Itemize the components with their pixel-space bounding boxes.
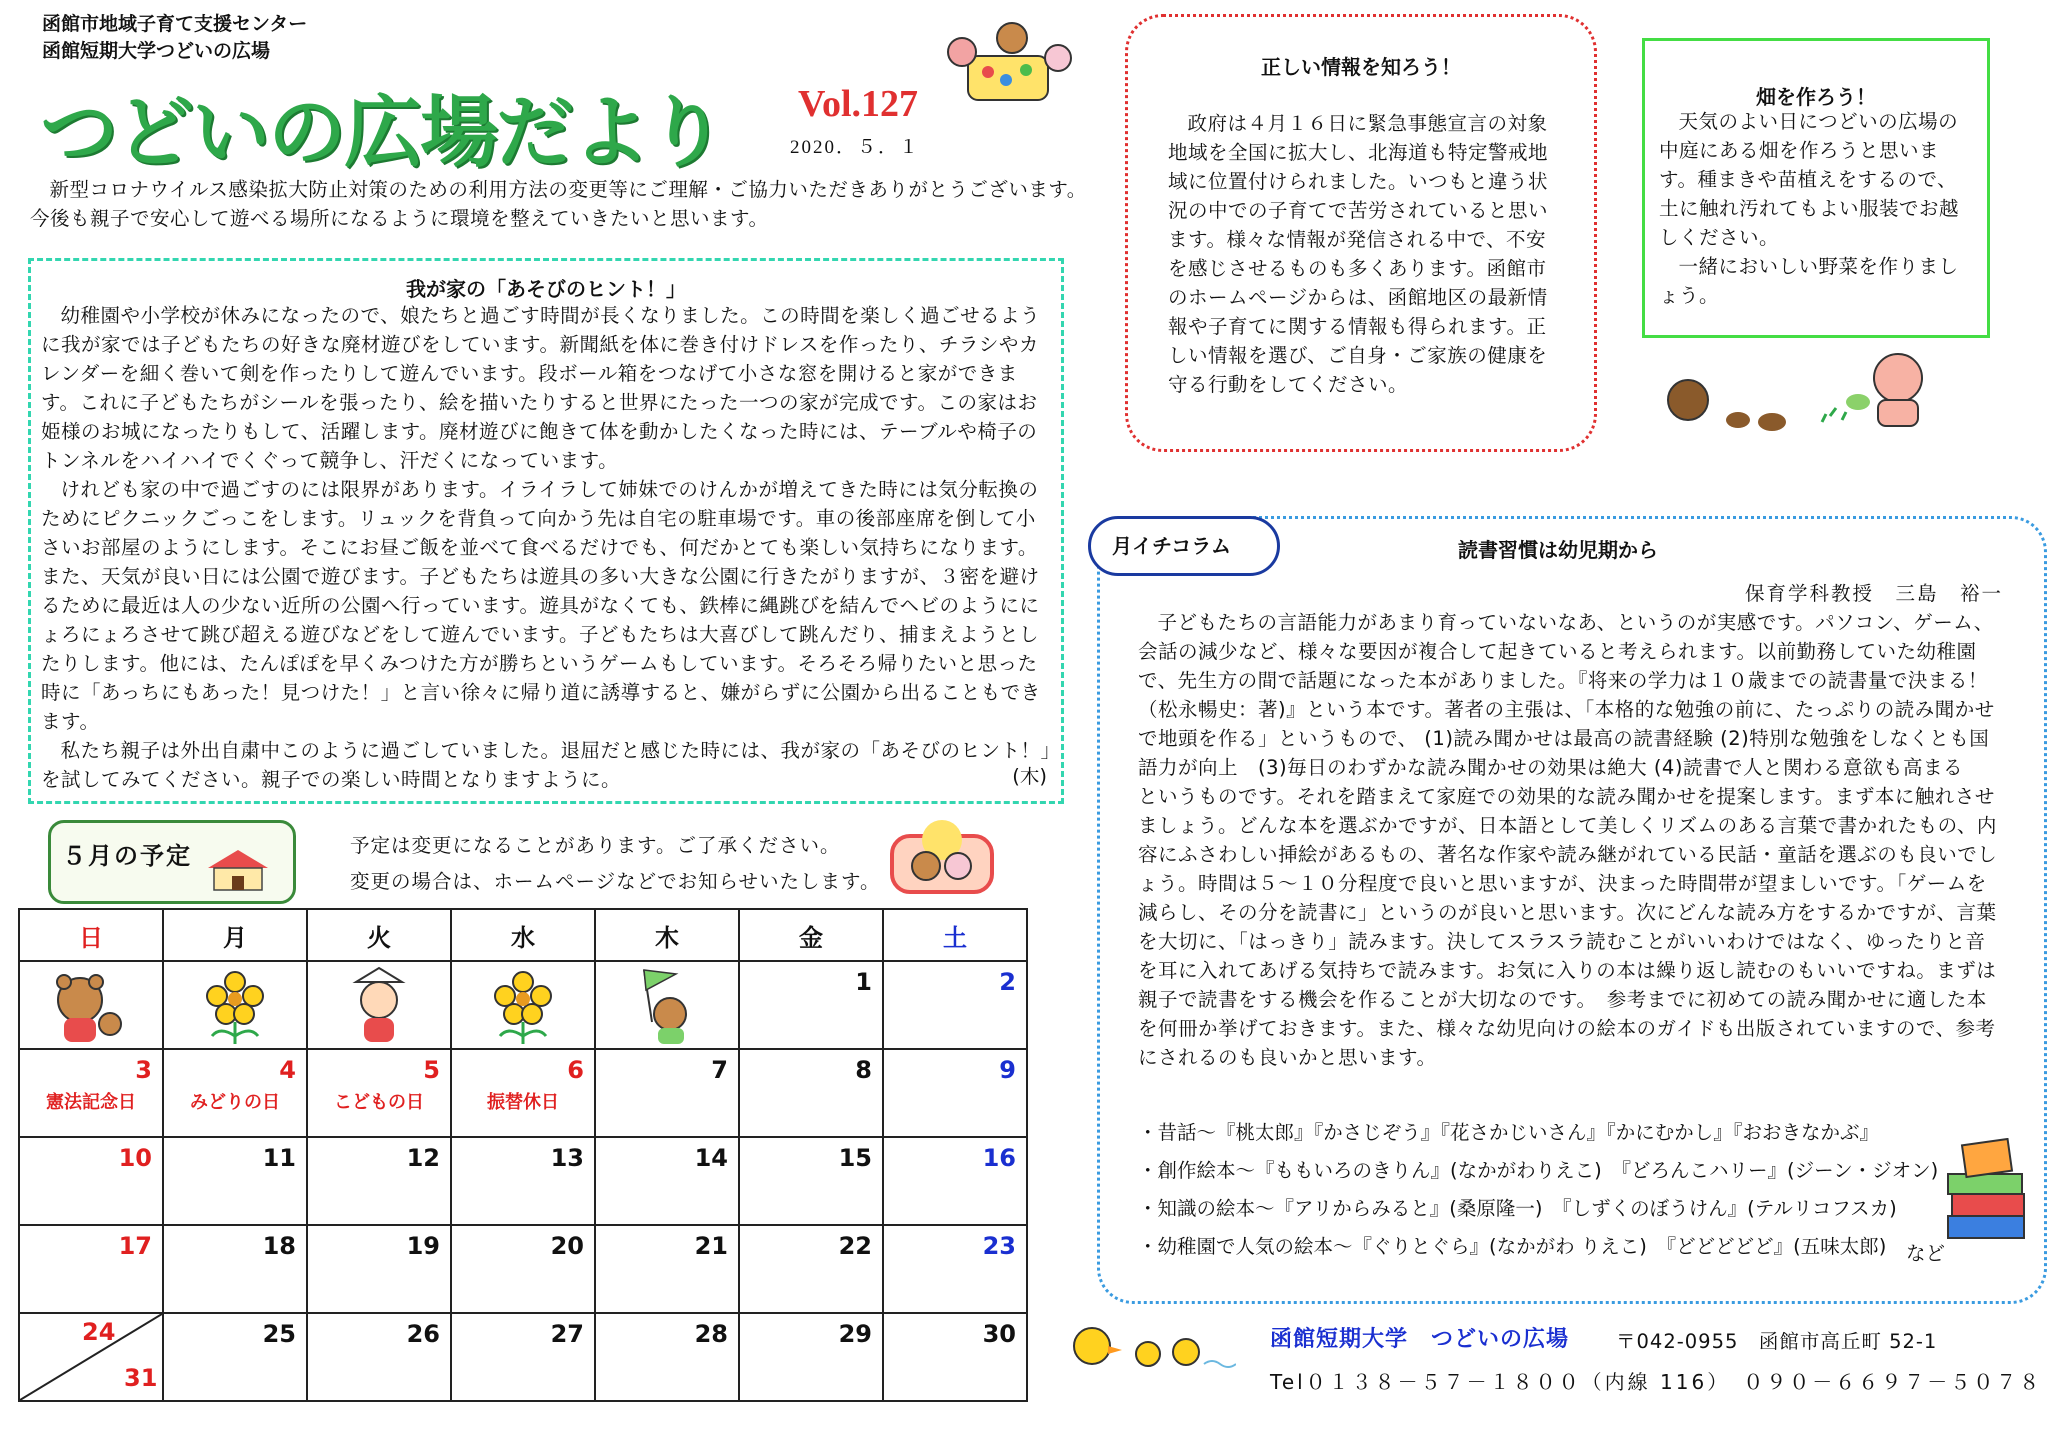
schedule-notice-2: 変更の場合は、ホームページなどでお知らせいたします。 [350, 870, 881, 893]
flower-icon [452, 962, 594, 1048]
house-icon [196, 846, 280, 894]
day-number: 24 [82, 1318, 116, 1346]
day-number: 30 [982, 1320, 1016, 1348]
holiday-label: 振替休日 [487, 1092, 559, 1113]
calendar-cell [883, 961, 1027, 1049]
day-number: 2 [999, 968, 1016, 996]
farm-title: 畑を作ろう！ [1756, 85, 1876, 109]
calendar-cell [19, 1225, 163, 1313]
day-number: 19 [406, 1232, 440, 1260]
info-body: 政府は４月１６日に緊急事態宣言の対象地域を全国に拡大し、北海道も特定警戒地域に位置付けられました。いつもと違う状況の中での子育てで苦労されていると思います。様々な情報が発信される中で、不安を感じさせるものも多くあります。函館市のホームページからは、函館地区の最新情報や子育てに関する情報も得られます。正しい情報を選び、ご自身・ご家族の健康を守る行動をしてください。 [1168, 112, 1549, 396]
play-hints-body: 幼稚園や小学校が休みになったので、娘たちと過ごす時間が長くなりました。この時間を楽しく過ごせるように我が家では子どもたちの好きな廃材遊びをしています。新聞紙を体に巻き付けドレスを作ったり、チラシやカレンダーを細く巻いて剣を作ったりして遊んでいます。段ボール箱をつなげて小さな窓を開けると家ができます。これに子どもたちがシールを張ったり、絵を描いたりすると世界にたった一つの家が完成です。この家はお姫様のお城になったりもして、活躍します。廃材遊びに飽きて体を動かしたくなった時には、テーブルや椅子のトンネルをハイハイでくぐって競争し、汗だくになっています。 けれども家の中で過ごすのには限界があります。イライラして姉妹でのけんかが増えてきた時には気分転換のためにピクニックごっこをします。リュックを背負って向かう先は自宅の駐車場です。車の後部座席を倒して小さいお部屋のようにします。そこにお昼ご飯を並べて食べるだけでも、何だかとても楽しい気持ちになります。また、天気が良い日には公園で遊びます。子どもたちは遊具の多い大きな公園に行きたがりますが、３密を避けるために最近は人の少ない近所の公園へ行っています。遊具がなくても、鉄棒に縄跳びを結んでヘビのようににょろにょろさせて跳び超える遊びなどをして遊んでいます。子どもたちは大喜びして跳んだり、捕まえようとしたりします。他には、たんぽぽを早くみつけた方が勝ちというゲームもしています。そろそろ帰りたいと思った時に「あっちにもあった！見つけた！」と言い徐々に帰り道に誘導すると、嫌がらずに公園から出ることもできます。 私たち親子は外出自粛中このように過ごしていました。退屈だと感じた時には、我が家の「あそびのヒント！」を試してみてください。親子での楽しい時間となりますように。 [41, 304, 1051, 791]
calendar-cell-split [19, 1313, 163, 1401]
holiday-label: こどもの日 [334, 1092, 424, 1113]
issue-date: 2020．５．１ [790, 137, 921, 158]
calendar-cell [595, 1049, 739, 1137]
book-list-item: ・幼稚園で人気の絵本～『ぐりとぐら』(なかがわ りえこ) 『どどどどど』(五味太郎) [1138, 1235, 1887, 1258]
calendar-cell [739, 1137, 883, 1225]
org-line-1: 函館市地域子育て支援センター [42, 13, 308, 35]
calendar-cell [307, 1225, 451, 1313]
day-number: 15 [838, 1144, 872, 1172]
footer-address: 〒042-0955 函館市高丘町 52-1 [1616, 1330, 1938, 1353]
day-number: 17 [118, 1232, 152, 1260]
farm-body: 天気のよい日につどいの広場の中庭にある畑を作ろうと思います。種まきや苗植えをするので、土に触れ汚れてもよい服装でお越しください。 一緒においしい野菜を作りましょう。 [1659, 110, 1960, 307]
play-hints-title: 我が家の「あそびのヒント！」 [406, 277, 686, 301]
weekday-mon: 月 [163, 909, 307, 961]
calendar-cell [883, 1049, 1027, 1137]
may-calendar [18, 908, 1028, 1402]
day-number: 9 [999, 1056, 1016, 1084]
column-body: 子どもたちの言語能力があまり育っていないなあ、というのが実感です。パソコン、ゲーム、会話の減少など、様々な要因が複合して起きていると考えられます。以前勤務していた幼稚園で、先生方の間で話題になった本がありました。『将来の学力は１０歳までの読書量で決まる！（松永暢史：著)』という本です。著者の主張は、「本格的な勉強の前に、たっぷりの読み聞かせで地頭を作る」というもので、 (1)読み聞かせは最高の読書経験 (2)特別な勉強をしなくとも国語力が向上 (3)毎日のわずかな読み聞かせの効果は絶大 (4)読書で人と関わる意欲も高まる というものです。それを踏まえて家庭での効果的な読み聞かせを提案します。まず本に触れさせましょう。どんな本を選ぶかですが、日本語として美しくリズムのある言葉で書かれたもの、内容にふさわしい挿絵があるもの、著名な作家や読み継がれている民話・童話を選ぶのも良いでしょう。時間は５～１０分程度で良いと思いますが、決まった時間帯が望ましいです。「ゲームを減らし、その分を読書に」というのが良いと思います。次にどんな読み方をするかですが、言葉を大切に、「はっきり」読みます。決してスラスラ読むことがいいわけではなく、ゆったりと音を耳に入れてあげる気持ちで読みます。お気に入りの本は繰り返し読むのもいいですね。まずは親子で読書をする機会を作ることが大切なのです。 参考までに初めての読み聞かせに適した本を何冊か挙げておきます。また、様々な幼児向けの絵本のガイドも出版されていますので、参考にされるのも良いかと思います。 [1138, 611, 1998, 1069]
day-number: 12 [406, 1144, 440, 1172]
day-number: 25 [262, 1320, 296, 1348]
calendar-cell [739, 1313, 883, 1401]
calendar-cell [307, 1313, 451, 1401]
column-title: 読書習慣は幼児期から [1458, 538, 1658, 562]
weekday-sun: 日 [19, 909, 163, 961]
intro-text: 新型コロナウイルス感染拡大防止対策のための利用方法の変更等にご理解・ご協力いただきありがとうございます。今後も親子で安心して遊べる場所になるように環境を整えていきたいと思います。 [30, 178, 1087, 230]
calendar-cell [163, 1137, 307, 1225]
weekday-fri: 金 [739, 909, 883, 961]
calendar-cell [307, 1137, 451, 1225]
day-number: 21 [694, 1232, 728, 1260]
bears-in-chair-icon [888, 816, 998, 896]
calendar-cell [163, 1313, 307, 1401]
calendar-cell [451, 1225, 595, 1313]
calendar-cell [19, 1049, 163, 1137]
calendar-cell [451, 1313, 595, 1401]
weekday-sat: 土 [883, 909, 1027, 961]
weekday-tue: 火 [307, 909, 451, 961]
day-number: 16 [982, 1144, 1016, 1172]
day-number: 31 [124, 1364, 158, 1392]
day-number: 10 [118, 1144, 152, 1172]
calendar-cell [595, 1313, 739, 1401]
day-number: 5 [423, 1056, 440, 1084]
books-etc: など [1906, 1242, 1946, 1265]
day-number: 14 [694, 1144, 728, 1172]
day-number: 13 [550, 1144, 584, 1172]
calendar-cell [739, 1225, 883, 1313]
calendar-cell [595, 1225, 739, 1313]
footer-org: 函館短期大学 つどいの広場 [1270, 1327, 1570, 1352]
volume-number: Vol.127 [798, 83, 919, 125]
play-hints-signature: (木) [1012, 765, 1047, 788]
kid-icon [308, 962, 450, 1048]
info-box [1125, 14, 1597, 452]
moles-and-pig-gardening-icon [1660, 348, 1950, 440]
calendar-cell [739, 1049, 883, 1137]
book-stack-icon [1944, 1138, 2030, 1246]
calendar-cell [595, 961, 739, 1049]
schedule-notice-1: 予定は変更になることがあります。ご了承ください。 [350, 834, 841, 857]
day-number: 27 [550, 1320, 584, 1348]
flower-icon [164, 962, 306, 1048]
flag-bear-icon [596, 962, 738, 1048]
day-number: 20 [550, 1232, 584, 1260]
day-number: 7 [711, 1056, 728, 1084]
calendar-cell [883, 1137, 1027, 1225]
weekday-thu: 木 [595, 909, 739, 961]
calendar-cell [883, 1225, 1027, 1313]
day-number: 3 [135, 1056, 152, 1084]
day-number: 28 [694, 1320, 728, 1348]
day-number: 22 [838, 1232, 872, 1260]
day-number: 29 [838, 1320, 872, 1348]
calendar-cell [307, 961, 451, 1049]
calendar-cell [307, 1049, 451, 1137]
book-list-item: ・創作絵本～『ももいろのきりん』(なかがわりえこ) 『どろんこハリー』(ジーン・ジオン) [1138, 1159, 1939, 1182]
day-number: 8 [855, 1056, 872, 1084]
day-number: 1 [855, 968, 872, 996]
day-number: 6 [567, 1056, 584, 1084]
calendar-cell [739, 961, 883, 1049]
calendar-cell [19, 961, 163, 1049]
calendar-cell [451, 1137, 595, 1225]
newsletter-title: つどいの広場だより [40, 88, 725, 178]
calendar-cell [163, 961, 307, 1049]
recommended-books [1138, 1114, 1958, 1266]
calendar-cell [451, 961, 595, 1049]
holiday-label: みどりの日 [190, 1092, 280, 1113]
day-number: 4 [279, 1056, 296, 1084]
farm-box [1642, 38, 1990, 338]
weekday-wed: 水 [451, 909, 595, 961]
bears-playing-icon [940, 18, 1080, 110]
calendar-cell [595, 1137, 739, 1225]
day-number: 18 [262, 1232, 296, 1260]
calendar-cell [883, 1313, 1027, 1401]
holiday-label: 憲法記念日 [46, 1092, 136, 1113]
org-line-2: 函館短期大学つどいの広場 [42, 40, 271, 62]
book-list-item: ・知識の絵本～『アリからみると』(桑原隆一) 『しずくのぼうけん』(テルリコフスカ) [1138, 1197, 1897, 1220]
column-author: 保育学科教授 三島 裕一 [1745, 582, 2004, 605]
info-title: 正しい情報を知ろう！ [1261, 55, 1461, 79]
ducks-icon [1066, 1322, 1236, 1374]
calendar-cell [451, 1049, 595, 1137]
calendar-cell [163, 1225, 307, 1313]
calendar-cell [19, 1137, 163, 1225]
day-number: 11 [262, 1144, 296, 1172]
bear-icon [20, 962, 162, 1048]
footer-phone: Tel０１３８－５７－１８００（内線 116） ０９０－６６９７－５０７８ [1270, 1370, 2043, 1394]
calendar-cell [163, 1049, 307, 1137]
day-number: 23 [982, 1232, 1016, 1260]
book-list-item: ・昔話～『桃太郎』『かさじぞう』『花さかじいさん』『かにむかし』『おおきなかぶ』 [1138, 1121, 1880, 1144]
schedule-title: ５月の予定 [62, 842, 192, 870]
day-number: 26 [406, 1320, 440, 1348]
column-badge-label: 月イチコラム [1112, 534, 1231, 558]
play-hints-box [28, 258, 1064, 804]
